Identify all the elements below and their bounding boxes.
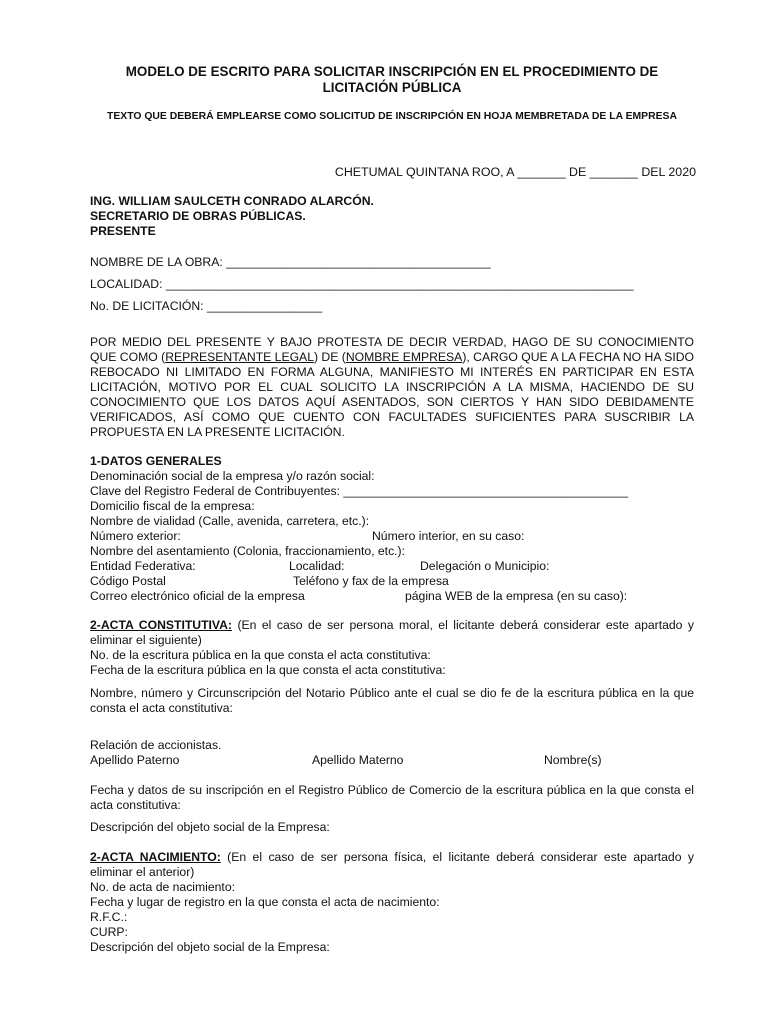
- nombres-label: Nombre(s): [544, 753, 602, 767]
- numero-row: [90, 529, 694, 544]
- domicilio-line: Domicilio fiscal de la empresa:: [90, 499, 255, 513]
- apellido-paterno-label: Apellido Paterno: [90, 753, 180, 767]
- asentamiento-line: Nombre del asentamiento (Colonia, fraccionamiento, etc.):: [90, 544, 405, 558]
- declaration-rest: ), CARGO QUE A LA FECHA NO HA SIDO REBOCADO NI LIMITADO EN FORMA ALGUNA, MANIFIESTO MI INTERÉS EN PARTICIPAR EN ESTA LICITACIÓN, MOTIVO POR EL CUAL SOLICITO LA INSCRIPCIÓN A LA MISMA, HACIENDO DE SU CONOCIMIENTO QUE LOS DATOS AQUÍ ASENTADOS, SON CIERTOS Y HAN SIDO DEBIDAMENTE VERIFICADOS, ASÍ COMO QUE CUENTO CON FACULTADES SUFICIENTES PARA SUSCRIBIR LA PROPUESTA EN LA PRESENTE LICITACIÓN.: [90, 350, 695, 439]
- acta-nacimiento-fields: [90, 880, 694, 955]
- curp-line: CURP:: [90, 925, 128, 939]
- notario-paragraph: Nombre, número y Circunscripción del Notario Público ante el cual se dio fe de la escritura pública en la que consta el acta constitutiva:: [90, 686, 694, 715]
- telefono-label: Teléfono y fax de la empresa: [293, 574, 449, 588]
- objeto-social-line: Descripción del objeto social de la Empresa:: [90, 820, 330, 834]
- localidad-label: Localidad:: [289, 559, 345, 573]
- field-licitacion: No. DE LICITACIÓN: _________________: [90, 299, 323, 313]
- objeto-social-nacimiento-line: Descripción del objeto social de la Empresa:: [90, 940, 330, 954]
- document-subtitle: TEXTO QUE DEBERÁ EMPLEARSE COMO SOLICITUD DE INSCRIPCIÓN EN HOJA MEMBRETADA DE LA EMPRESA: [107, 111, 677, 122]
- numero-acta-line: No. de acta de nacimiento:: [90, 880, 235, 894]
- accionistas-line: Relación de accionistas.: [90, 738, 222, 752]
- addressee-position: SECRETARIO DE OBRAS PÚBLICAS.: [90, 209, 306, 223]
- acta-constitutiva-intro-text: (En el caso de ser persona moral, el licitante deberá considerar este apartado y eliminar el siguiente): [90, 618, 694, 647]
- vialidad-line: Nombre de vialidad (Calle, avenida, carretera, etc.):: [90, 514, 370, 528]
- cp-label: Código Postal: [90, 574, 166, 588]
- denominacion-line: Denominación social de la empresa y/o razón social:: [90, 469, 375, 483]
- addressee-name: ING. WILLIAM SAULCETH CONRADO ALARCÓN.: [90, 194, 374, 208]
- nombre-empresa: NOMBRE EMPRESA: [345, 350, 463, 364]
- fecha-escritura-line: Fecha de la escritura pública en la que consta el acta constitutiva:: [90, 663, 446, 677]
- rfc-line: Clave del Registro Federal de Contribuyentes: __________________________________________: [90, 484, 629, 498]
- accionistas-columns: [90, 753, 694, 768]
- rfc-nacimiento-line: R.F.C.:: [90, 910, 128, 924]
- declaration-paragraph: [90, 335, 694, 440]
- document-title: MODELO DE ESCRITO PARA SOLICITAR INSCRIPCIÓN EN EL PROCEDIMIENTO DE LICITACIÓN PÚBLICA: [125, 64, 659, 95]
- num-ext-label: Número exterior:: [90, 529, 181, 543]
- datos-generales-heading: 1-DATOS GENERALES: [90, 454, 222, 468]
- entidad-label: Entidad Federativa:: [90, 559, 196, 573]
- datos-generales-section: [90, 454, 694, 604]
- acta-nacimiento-intro-text: (En el caso de ser persona física, el licitante deberá considerar este apartado y eliminar el anterior): [90, 850, 694, 879]
- escritura-line: No. de la escritura pública en la que consta el acta constitutiva:: [90, 648, 431, 662]
- delegacion-label: Delegación o Municipio:: [420, 559, 550, 573]
- entidad-row: [90, 559, 694, 574]
- cp-row: [90, 574, 694, 589]
- addressee-presente: PRESENTE: [90, 224, 156, 238]
- num-int-label: Número interior, en su caso:: [372, 529, 525, 543]
- dateline: CHETUMAL QUINTANA ROO, A _______ DE _______ DEL 2020: [334, 165, 696, 179]
- correo-label: Correo electrónico oficial de la empresa: [90, 589, 305, 603]
- correo-row: [90, 589, 694, 604]
- apellido-materno-label: Apellido Materno: [312, 753, 404, 767]
- fecha-lugar-line: Fecha y lugar de registro en la que consta el acta de nacimiento:: [90, 895, 440, 909]
- acta-nacimiento-heading: 2-ACTA NACIMIENTO:: [90, 850, 221, 864]
- declaration-lead: POR MEDIO DEL PRESENTE Y BAJO PROTESTA DE DECIR VERDAD, HAGO DE SU CONOCIMIENTO QUE COMO (: [90, 335, 694, 364]
- acta-nacimiento-intro: [90, 850, 694, 880]
- field-localidad: LOCALIDAD: _____________________________________________________________________: [90, 277, 634, 291]
- representante-legal: REPRESENTANTE LEGAL: [165, 350, 314, 364]
- web-label: página WEB de la empresa (en su caso):: [405, 589, 628, 603]
- registro-paragraph: Fecha y datos de su inscripción en el Registro Público de Comercio de la escritura pública en la que consta el acta constitutiva:: [90, 783, 694, 812]
- acta-constitutiva-intro: [90, 618, 694, 648]
- field-obra: NOMBRE DE LA OBRA: _______________________________________: [90, 255, 491, 269]
- acta-constitutiva-heading: 2-ACTA CONSTITUTIVA:: [90, 618, 232, 632]
- addressee-block: [90, 194, 694, 239]
- declaration-mid: ) DE (: [313, 350, 346, 364]
